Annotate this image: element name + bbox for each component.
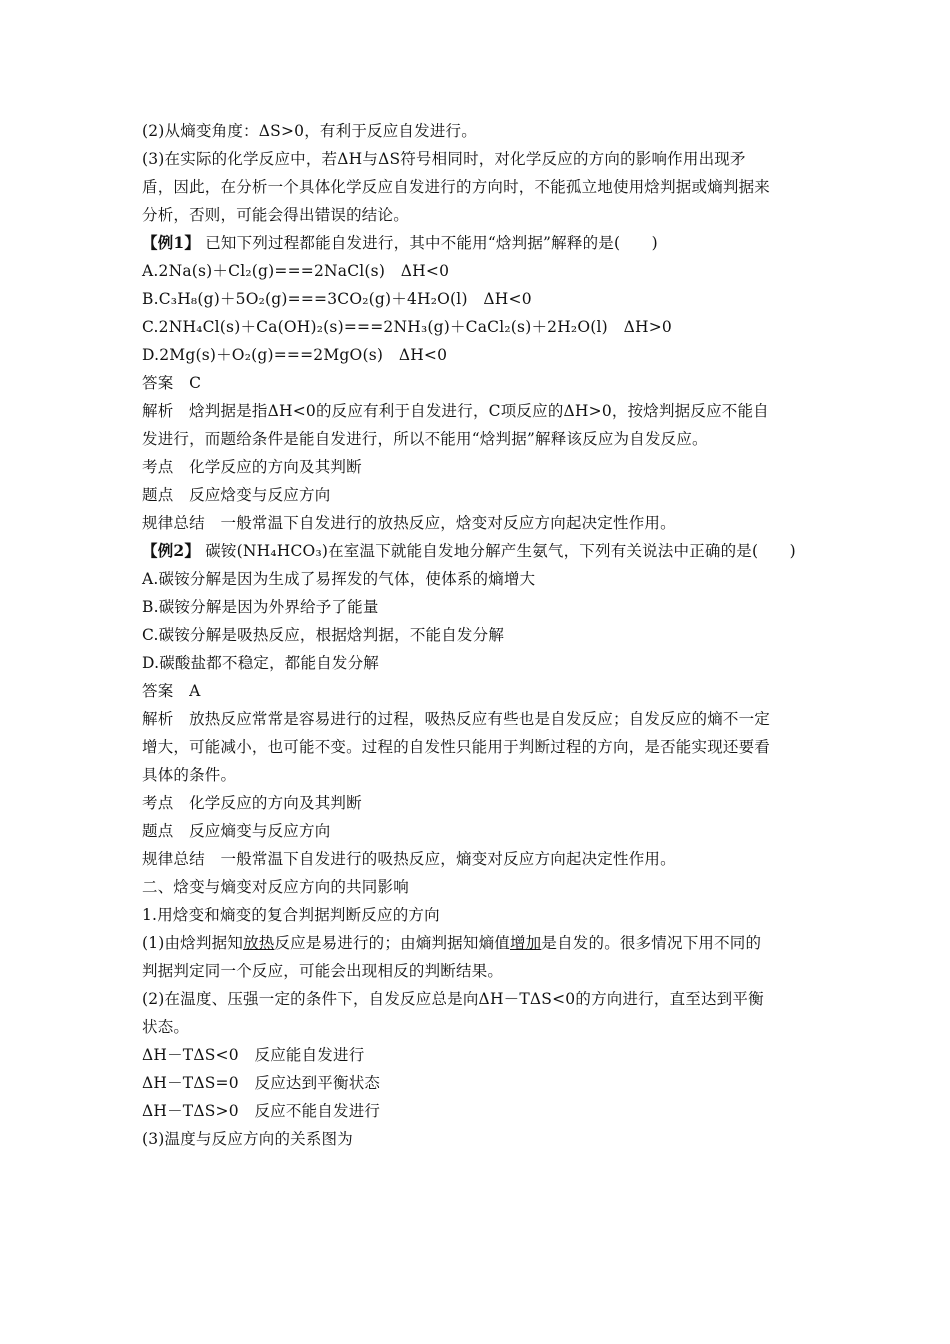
text-line xyxy=(142,933,822,953)
option-a: A.2Na(s)＋Cl₂(g)===2NaCl(s) ΔH<0 xyxy=(142,262,450,280)
text-line: 分析，否则，可能会得出错误的结论。 xyxy=(142,206,409,224)
underlined-term: 放热 xyxy=(243,934,275,952)
option-c: C.碳铵分解是吸热反应，根据焓判据，不能自发分解 xyxy=(142,626,505,644)
subtopic-line: 题点 反应焓变与反应方向 xyxy=(142,486,331,504)
option-d: D.碳酸盐都不稳定，都能自发分解 xyxy=(142,654,380,672)
option-d: D.2Mg(s)＋O₂(g)===2MgO(s) ΔH<0 xyxy=(142,346,448,364)
criterion-line: ΔH－TΔS>0 反应不能自发进行 xyxy=(142,1102,381,1120)
criterion-line: ΔH－TΔS<0 反应能自发进行 xyxy=(142,1046,365,1064)
example-question: 碳铵(NH₄HCO₃)在室温下就能自发地分解产生氨气，下列有关说法中正确的是( ) xyxy=(200,542,796,560)
answer-line: 答案 C xyxy=(142,374,202,392)
section-heading: 二、焓变与熵变对反应方向的共同影响 xyxy=(142,878,409,896)
underlined-term: 增加 xyxy=(509,934,542,952)
summary-line: 规律总结 一般常温下自发进行的放热反应，焓变对反应方向起决定性作用。 xyxy=(142,514,676,532)
answer-line: 答案 A xyxy=(142,682,201,700)
analysis-line: 具体的条件。 xyxy=(142,766,237,784)
example-question: 已知下列过程都能自发进行，其中不能用“焓判据”解释的是( ) xyxy=(200,234,658,252)
example-label: 【例1】 xyxy=(142,233,201,252)
option-b: B.碳铵分解是因为外界给予了能量 xyxy=(142,598,379,616)
text-segment: (1)由焓判据知 xyxy=(142,934,244,952)
option-a: A.碳铵分解是因为生成了易挥发的气体，使体系的熵增大 xyxy=(142,570,536,588)
text-line: (3)温度与反应方向的关系图为 xyxy=(142,1130,353,1148)
text-line: 盾，因此，在分析一个具体化学反应自发进行的方向时，不能孤立地使用焓判据或熵判据来 xyxy=(142,178,771,196)
example-2-heading xyxy=(142,541,822,561)
subsection-heading: 1.用焓变和熵变的复合判据判断反应的方向 xyxy=(142,906,440,924)
example-label: 【例2】 xyxy=(142,541,201,560)
topic-line: 考点 化学反应的方向及其判断 xyxy=(142,794,362,812)
subtopic-line: 题点 反应熵变与反应方向 xyxy=(142,822,331,840)
text-line: 判据判定同一个反应，可能会出现相反的判断结果。 xyxy=(142,962,504,980)
option-b: B.C₃H₈(g)＋5O₂(g)===3CO₂(g)＋4H₂O(l) ΔH<0 xyxy=(142,290,532,308)
text-segment: 反应是易进行的；由熵判据知熵值 xyxy=(274,934,510,952)
topic-line: 考点 化学反应的方向及其判断 xyxy=(142,458,362,476)
option-c: C.2NH₄Cl(s)＋Ca(OH)₂(s)===2NH₃(g)＋CaCl₂(s)＋2H₂O(l) ΔH>0 xyxy=(142,318,672,336)
analysis-line: 发进行，而题给条件是能自发进行，所以不能用“焓判据”解释该反应为自发反应。 xyxy=(142,430,708,448)
text-line: (2)在温度、压强一定的条件下，自发反应总是向ΔH－TΔS<0的方向进行，直至达到平衡 xyxy=(142,990,764,1008)
summary-line: 规律总结 一般常温下自发进行的吸热反应，熵变对反应方向起决定性作用。 xyxy=(142,850,676,868)
criterion-line: ΔH－TΔS=0 反应达到平衡状态 xyxy=(142,1074,381,1092)
analysis-line: 增大，可能减小，也可能不变。过程的自发性只能用于判断过程的方向，是否能实现还要看 xyxy=(142,738,771,756)
example-1-heading xyxy=(142,233,822,253)
analysis-line: 解析 焓判据是指ΔH<0的反应有利于自发进行，C项反应的ΔH>0，按焓判据反应不能自 xyxy=(142,402,769,420)
text-line: 状态。 xyxy=(142,1018,190,1036)
analysis-line: 解析 放热反应常常是容易进行的过程，吸热反应有些也是自发反应；自发反应的熵不一定 xyxy=(142,710,771,728)
text-line: (2)从熵变角度：ΔS>0，有利于反应自发进行。 xyxy=(142,122,477,140)
text-segment: 是自发的。很多情况下用不同的 xyxy=(541,934,762,952)
text-line: (3)在实际的化学反应中，若ΔH与ΔS符号相同时，对化学反应的方向的影响作用出现矛 xyxy=(142,150,746,168)
